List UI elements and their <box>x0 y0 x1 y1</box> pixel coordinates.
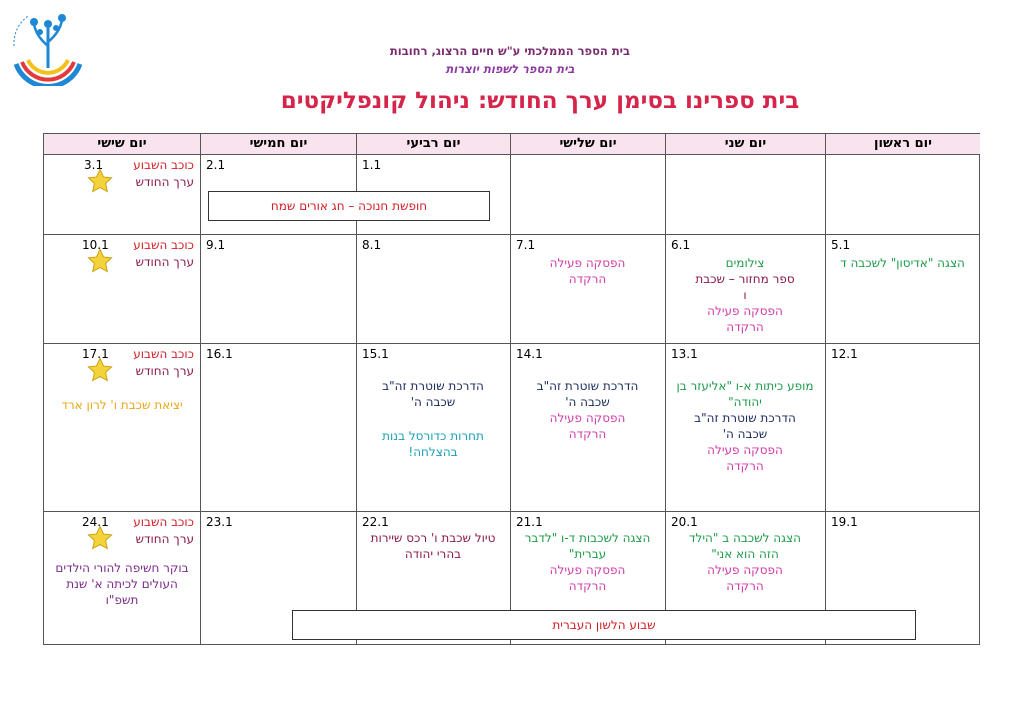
day-header-wednesday: יום רביעי <box>356 134 510 154</box>
event-text: הצגה "אדיסון" לשכבה ד <box>840 256 965 270</box>
star-of-week-label: כוכב השבוע <box>133 158 194 172</box>
day-cell <box>665 235 825 343</box>
value-of-month-label: ערך החודש <box>135 532 194 546</box>
day-cell <box>825 344 980 511</box>
date-label: 3.1 <box>84 158 104 172</box>
star-icon <box>86 247 114 275</box>
day-header-sunday: יום ראשון <box>825 134 980 154</box>
day-cell <box>665 344 825 511</box>
event-text: צילומים <box>725 256 765 270</box>
event-text: טיול שכבת ו' רכס שיירות בהרי יהודה <box>370 531 496 561</box>
date-label: 5.1 <box>831 238 851 252</box>
date-label: 1.1 <box>362 158 382 172</box>
date-label: 7.1 <box>516 238 536 252</box>
day-cell <box>356 344 510 511</box>
date-label: 21.1 <box>516 515 543 529</box>
date-label: 19.1 <box>831 515 858 529</box>
friday-cell <box>44 512 200 645</box>
date-label: 10.1 <box>82 238 109 252</box>
event-text: מופע כיתות א-ו "אליעזר בן יהודה" <box>676 379 814 409</box>
date-label: 9.1 <box>206 238 226 252</box>
friday-cell <box>44 344 200 511</box>
value-of-month-label: ערך החודש <box>135 364 194 378</box>
event-text: הפסקה פעילה הרקדה <box>549 563 626 593</box>
star-icon <box>86 167 114 195</box>
date-label: 2.1 <box>206 158 226 172</box>
friday-cell <box>44 235 200 343</box>
school-logo-icon <box>8 6 88 86</box>
day-cell <box>200 235 356 343</box>
day-header-monday: יום שני <box>665 134 825 154</box>
event-text: הדרכת שוטרת זה"ב שכבה ה' <box>694 411 796 441</box>
school-subtitle: בית הספר לשפות יוצרות <box>445 62 575 76</box>
date-label: 13.1 <box>671 347 698 361</box>
date-label: 14.1 <box>516 347 543 361</box>
value-of-month-label: ערך החודש <box>135 255 194 269</box>
event-text: הפסקה פעילה הרקדה <box>549 411 626 441</box>
event-text: הפסקה פעילה הרקדה <box>707 443 783 473</box>
hanukkah-vacation-banner: חופשת חנוכה – חג אורים שמח <box>208 191 490 221</box>
star-icon <box>86 356 114 384</box>
date-label: 24.1 <box>82 515 109 529</box>
event-text: הדרכת שוטרת זה"ב שכבה ה' <box>536 379 639 409</box>
page-title: בית ספרינו בסימן ערך החודש: ניהול קונפליקטים <box>280 88 800 114</box>
day-cell <box>510 344 665 511</box>
event-text: בוקר חשיפה להורי הילדים העולים לכיתה א' שנת תשפ"ו <box>55 561 189 607</box>
star-of-week-label: כוכב השבוע <box>133 238 194 252</box>
day-header-thursday: יום חמישי <box>200 134 356 154</box>
day-cell <box>356 235 510 343</box>
event-text: הדרכת שוטרת זה"ב שכבה ה' <box>382 379 484 409</box>
date-label: 20.1 <box>671 515 698 529</box>
star-of-week-label: כוכב השבוע <box>133 347 194 361</box>
event-text: יציאת שכבת ו' לרון ארד <box>61 398 183 412</box>
school-name: בית הספר הממלכתי ע"ש חיים הרצוג, רחובות <box>389 44 631 58</box>
date-label: 12.1 <box>831 347 858 361</box>
event-text: תחרות כדורסל בנות בהצלחה! <box>382 429 484 459</box>
date-label: 8.1 <box>362 238 382 252</box>
calendar-grid <box>43 133 980 645</box>
event-text: הפסקה פעילה הרקדה <box>707 304 783 334</box>
event-text: הצגה לשכבה ב "הילד הזה הוא אני" <box>689 531 801 561</box>
event-text: הפסקה פעילה הרקדה <box>549 256 626 286</box>
value-of-month-label: ערך החודש <box>135 175 194 189</box>
date-label: 22.1 <box>362 515 389 529</box>
event-text: הפסקה פעילה הרקדה <box>707 563 783 593</box>
day-header-tuesday: יום שלישי <box>510 134 665 154</box>
date-label: 17.1 <box>82 347 109 361</box>
hebrew-language-week-banner: שבוע הלשון העברית <box>292 610 916 640</box>
day-cell <box>825 235 980 343</box>
date-label: 15.1 <box>362 347 389 361</box>
day-cell <box>510 235 665 343</box>
friday-cell <box>44 155 200 234</box>
date-label: 16.1 <box>206 347 233 361</box>
date-label: 6.1 <box>671 238 691 252</box>
star-of-week-label: כוכב השבוע <box>133 515 194 529</box>
event-text: ספר מחזור – שכבת ו <box>695 272 795 302</box>
day-cell <box>200 344 356 511</box>
day-header-friday: יום שישי <box>44 134 200 154</box>
event-text: הצגה לשכבות ד-ו "לדבר עברית" <box>524 531 651 561</box>
star-icon <box>86 524 114 552</box>
date-label: 23.1 <box>206 515 233 529</box>
